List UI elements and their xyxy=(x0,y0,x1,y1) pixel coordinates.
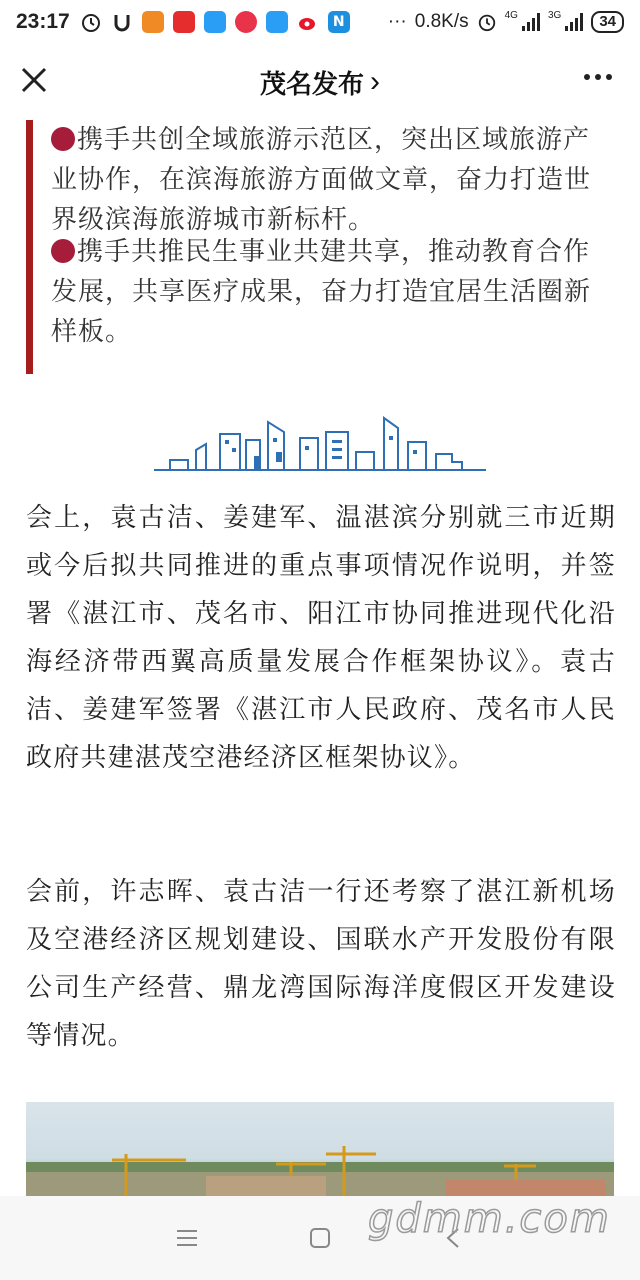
quote-item-2: 携手共推民生事业共建共享，推动教育合作发展，共享医疗成果，奋力打造宜居生活圈新样板。 xyxy=(51,237,592,347)
status-bar xyxy=(0,0,640,44)
status-right xyxy=(388,11,624,33)
alarm-icon xyxy=(80,11,102,33)
home-button[interactable] xyxy=(300,1218,340,1258)
account-title-text: 茂名发布 xyxy=(259,68,364,99)
paragraph-1: 会上，袁古洁、姜建军、温湛滨分别就三市近期或今后拟共同推进的重点事项情况作说明，并签署《湛江市、茂名市、阳江市协同推进现代化沿海经济带西翼高质量发展合作框架协议》。袁古洁、姜建军签署《湛江市人民政府、茂名市人民政府共建湛茂空港经济区框架协议》。 xyxy=(26,503,616,773)
notification-icons xyxy=(80,11,350,33)
net-4g-label: 4G xyxy=(504,10,518,21)
quote-item-1: 携手共创全域旅游示范区，突出区域旅游产业协作，在滨海旅游方面做文章，奋力打造世界级滨海旅游城市新标杆。 xyxy=(51,125,592,235)
app-orange-icon xyxy=(142,11,164,33)
construction-photo-icon xyxy=(26,1102,614,1196)
app-blue-icon xyxy=(204,11,226,33)
nav-bar xyxy=(0,44,640,120)
app-u-icon xyxy=(111,11,133,33)
net-speed: 0.8K/s xyxy=(414,11,469,32)
app-blue-square-icon xyxy=(266,11,288,33)
chevron-right-icon: › xyxy=(370,65,380,98)
home-square-icon xyxy=(308,1226,332,1250)
article-photo[interactable] xyxy=(26,1102,614,1196)
paragraph-2: 会前，许志晖、袁古洁一行还考察了湛江新机场及空港经济区规划建设、国联水产开发股份有限公司生产经营、鼎龙湾国际海洋度假区开发建设等情况。 xyxy=(26,877,616,1051)
net-3g-label: 3G xyxy=(547,10,562,21)
quote-block xyxy=(26,120,616,374)
more-notifications-icon: ··· xyxy=(387,11,407,32)
app-red-news-icon xyxy=(173,11,195,33)
app-n-icon: N xyxy=(328,11,350,33)
status-time: 23:17 xyxy=(16,10,70,33)
watermark: gdmm.com xyxy=(368,1196,611,1242)
battery-icon: 34 xyxy=(591,11,624,33)
app-red-circle-icon xyxy=(235,11,257,33)
signal-3g-icon xyxy=(565,13,583,31)
account-title[interactable] xyxy=(260,64,380,101)
bullet-dot-icon xyxy=(51,127,75,151)
signal-4g-icon xyxy=(522,13,540,31)
more-options-icon[interactable] xyxy=(584,74,612,80)
menu-icon xyxy=(175,1228,199,1248)
close-icon[interactable] xyxy=(20,66,48,94)
bullet-dot-icon xyxy=(51,239,75,263)
article-content[interactable] xyxy=(0,120,640,1196)
weibo-icon xyxy=(297,11,319,33)
menu-button[interactable] xyxy=(167,1218,207,1258)
skyline-divider-icon xyxy=(150,412,490,478)
alarm-icon xyxy=(477,12,497,32)
